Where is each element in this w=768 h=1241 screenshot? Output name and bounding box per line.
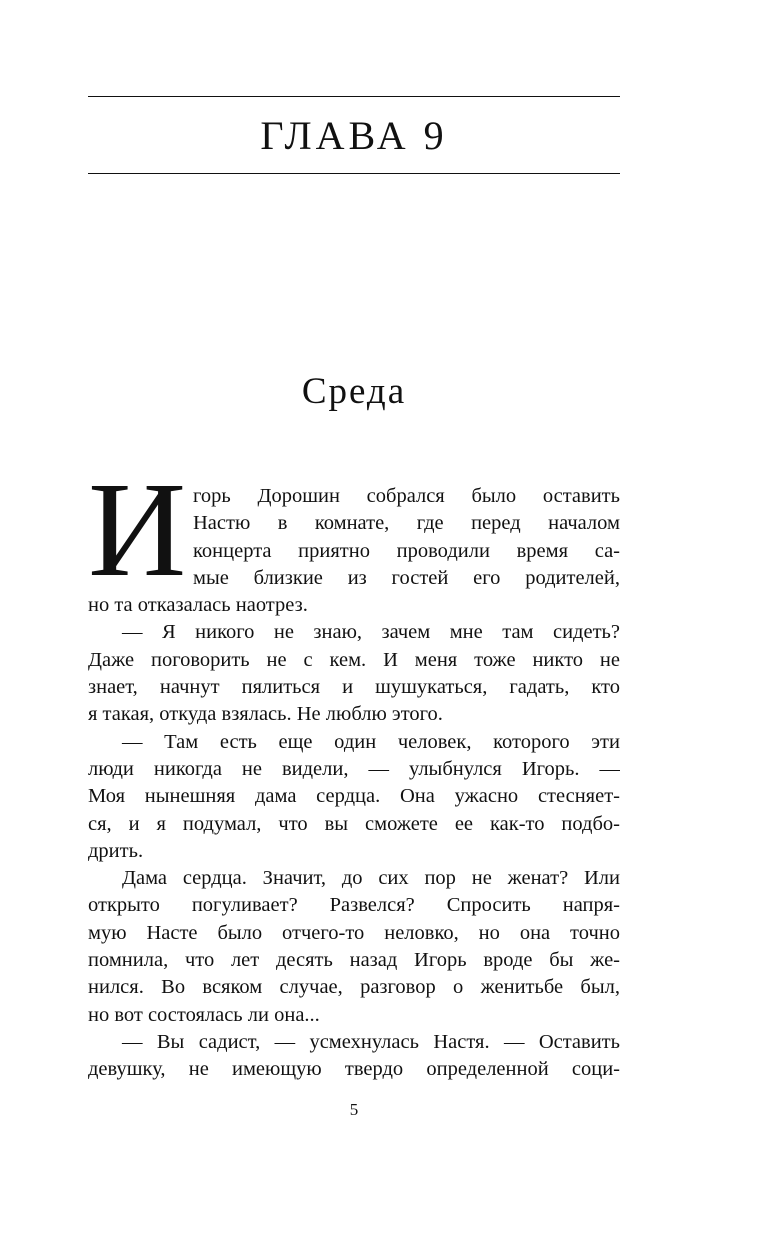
text-line: Моя нынешняя дама сердца. Она ужасно стесняет- [88,785,620,808]
text-line: Дама сердца. Значит, до сих пор не женат? Или [122,867,620,890]
text-line: помнила, что лет десять назад Игорь вроде бы же- [88,949,620,972]
text-line: концерта приятно проводили время са- [193,539,620,562]
text-line: Настю в комнате, где перед началом [193,512,620,535]
text-line: горь Дорошин собрался было оставить [193,485,620,507]
text-line: открыто погуливает? Развелся? Спросить напря- [88,894,620,917]
text-line: — Вы садист, — усмехнулась Настя. — Оставить [122,1030,620,1053]
text-line: но та отказалась наотрез. [88,594,308,617]
drop-cap: И [88,455,187,605]
text-line: мые близкие из гостей его родителей, [193,566,620,589]
text-line: нился. Во всяком случае, разговор о женитьбе был, [88,976,620,999]
text-line: дрить. [88,839,144,862]
text-line: Даже поговорить не с кем. И меня тоже никто не [88,648,620,671]
text-line: девушку, не имеющую твердо определенной соци- [88,1058,620,1081]
section-title: Среда [301,371,407,412]
text-line: — Там есть еще один человек, которого эти [122,730,620,753]
top-rule [88,96,620,97]
text-line: люди никогда не видели, — улыбнулся Игорь. — [88,757,620,780]
text-line: я такая, откуда взялась. Не люблю этого. [88,703,443,726]
text-line: — Я никого не знаю, зачем мне там сидеть? [122,621,620,644]
text-line: ся, и я подумал, что вы сможете ее как-то подбо- [88,812,620,835]
body-text [88,483,620,1084]
bottom-rule [88,173,620,174]
chapter-title: ГЛАВА 9 [260,113,448,158]
text-line: знает, начнут пялиться и шушукаться, гадать, кто [88,676,620,699]
text-line: но вот состоялась ли она... [88,1003,320,1026]
page-number: 5 [349,1100,359,1119]
text-line: мую Насте было отчего-то неловко, но она точно [88,921,620,944]
